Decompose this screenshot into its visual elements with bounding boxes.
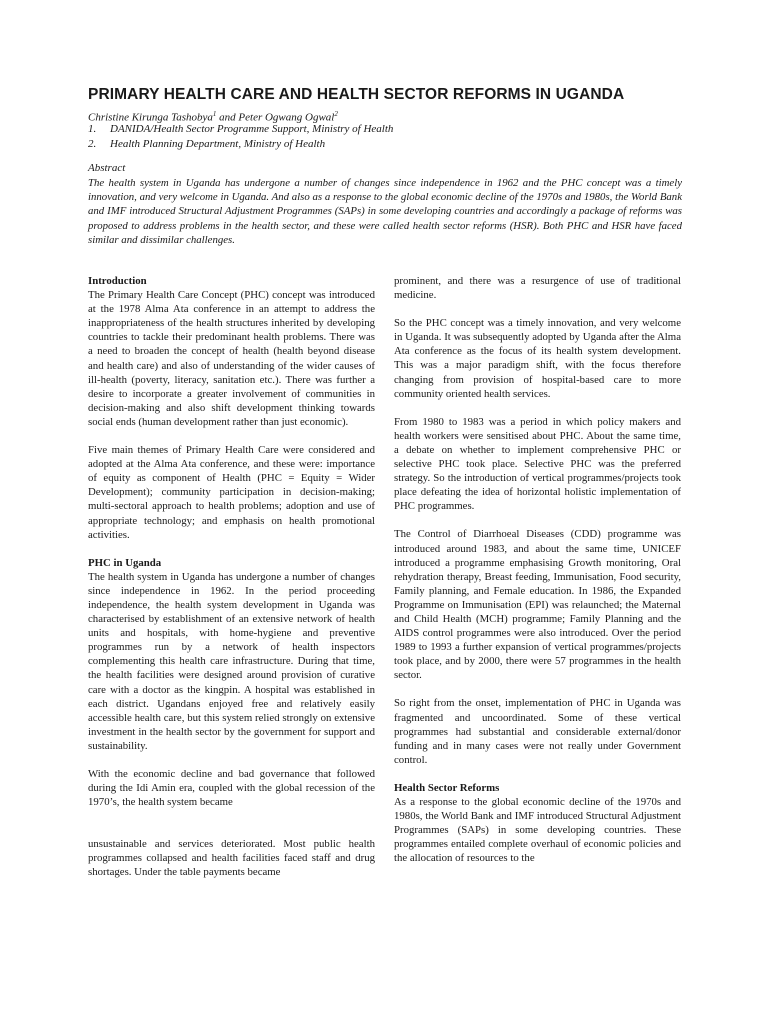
- affiliation-number: 1.: [88, 123, 97, 135]
- paragraph: prominent, and there was a resurgence of use of traditional medicine.: [394, 275, 681, 302]
- right-column: [394, 274, 681, 879]
- paragraph: So the PHC concept was a timely innovation, and very welcome in Uganda. It was subsequently adopted by Uganda after the Alma Ata conference as the focus of its health system development. This was a major paradigm shift, with the focus therefore changing from provision of hospital-based care to more community oriented health services.: [394, 317, 681, 400]
- affiliation-number: 2.: [88, 138, 97, 150]
- abstract-body: The health system in Uganda has undergone a number of changes since independence in 1962 and the PHC concept was a timely innovation, and very welcome in Uganda. And also as a response to the global economic decline of the 1970s and 1980s, the World Bank and IMF introduced Structural Adjustment Programmes (SAPs) in some developing countries and accordingly a package of reforms was proposed to address problems in the health sector, and these were called health sector reforms (HSR). Both PHC and HSR have faced similar and dissimilar challenges.: [88, 177, 682, 246]
- affiliation-text: DANIDA/Health Sector Programme Support, Ministry of Health: [110, 123, 394, 135]
- paragraph: With the economic decline and bad governance that followed during the Idi Amin era, coupled with the global recession of the 1970’s, the health system became: [88, 768, 375, 809]
- affiliation-item: [88, 122, 688, 137]
- paragraph: So right from the onset, implementation of PHC in Uganda was fragmented and uncoordinated. Some of these vertical programmes had substantial and considerable external/donor funding and in many cases were not really under Government control.: [394, 697, 681, 766]
- author-joiner: and: [216, 111, 239, 124]
- paragraph: unsustainable and services deteriorated. Most public health programmes collapsed and health facilities faced staff and drug shortages. Under the table payments became: [88, 838, 375, 879]
- paragraph: The Control of Diarrhoeal Diseases (CDD) programme was introduced around 1983, and about the same time, UNICEF introduced a programme emphasising Growth monitoring, Oral rehydration therapy, Breast feeding, Immunisation, Food security, Family planning, and Female education. In 1986, the Expanded Programme on Immunisation (EPI) was relaunched; the Maternal and Child Health (MCH) programme; Family Planning and the AIDS control programmes were also introduced. Over the period 1989 to 1993 a further expansion of vertical programmes/projects took place, and by 2000, there were 57 programmes in the health sector.: [394, 528, 681, 682]
- section-heading-health-sector-reforms: Health Sector Reforms: [394, 781, 500, 794]
- paragraph: As a response to the global economic decline of the 1970s and 1980s, the World Bank and IMF introduced Structural Adjustment Programmes (SAPs) in some developing countries. These programmes entailed complete overhaul of economic policies and the allocation of resources to the: [394, 796, 681, 865]
- paragraph: From 1980 to 1983 was a period in which policy makers and health workers were sensitised about PHC. About the same time, a debate on whether to implement comprehensive PHC or selective PHC took place. Selective PHC was the preferred strategy. So the introduction of vertical programmes/projects took place defeating the idea of horizontal holistic implementation of PHC programmes.: [394, 415, 681, 513]
- affiliation-item: [88, 137, 688, 152]
- affiliation-text: Health Planning Department, Ministry of Health: [110, 138, 326, 150]
- author-1: Christine Kirunga Tashobya: [88, 111, 213, 124]
- author-1-marker: 1: [212, 110, 217, 118]
- paragraph: The health system in Uganda has undergone a number of changes since independence in 1962. In the period proceeding independence, the health system development in Uganda was characterised by establishment of an extensive network of health units and hospitals, with home-hygiene and preventive programmes run by a network of health inspectors complementing this health care infrastructure. During that time, the health facilities were designed around provision of curative care with a doctor as the kingpin. A hospital was established in each district. Ugandans enjoyed free and relatively easily accessible health care, but this system relied strongly on extensive investment in the health sector by the government for support and sustainability.: [88, 570, 375, 752]
- page-break-gap: [88, 823, 375, 837]
- paragraph: The Primary Health Care Concept (PHC) concept was introduced at the 1978 Alma Ata conference in an attempt to address the inappropriateness of the health structures inherited by developing countries to tackle their predominant health problems. There was a need to broaden the concept of health (health beyond disease and health care) and also of understanding of the wider causes of ill-health (poverty, literacy, sanitation etc.). There was further a desire to incorporate a greater involvement of communities in decision-making and also shift development thinking towards social ends (human development rather than just economic).: [88, 289, 375, 428]
- author-2-marker: 2: [334, 110, 338, 118]
- abstract-heading: Abstract: [88, 162, 126, 174]
- section-heading-phc-in-uganda: PHC in Uganda: [88, 556, 162, 569]
- left-column: [88, 274, 375, 894]
- affiliations: [88, 122, 688, 152]
- author-2: Peter Ogwang Ogwal: [238, 111, 335, 124]
- paragraph: Five main themes of Primary Health Care were considered and adopted at the Alma Ata conference, and these were: importance of equity as component of Health (PHC = Equity = Wider Development); community participation in decision-making; multi-sectoral approach to health problems; adoption and use of appropriate technology; and emphasis on health promotional activities.: [88, 444, 375, 541]
- paper-title: PRIMARY HEALTH CARE AND HEALTH SECTOR REFORMS IN UGANDA: [88, 86, 625, 103]
- section-heading-introduction: Introduction: [88, 275, 147, 287]
